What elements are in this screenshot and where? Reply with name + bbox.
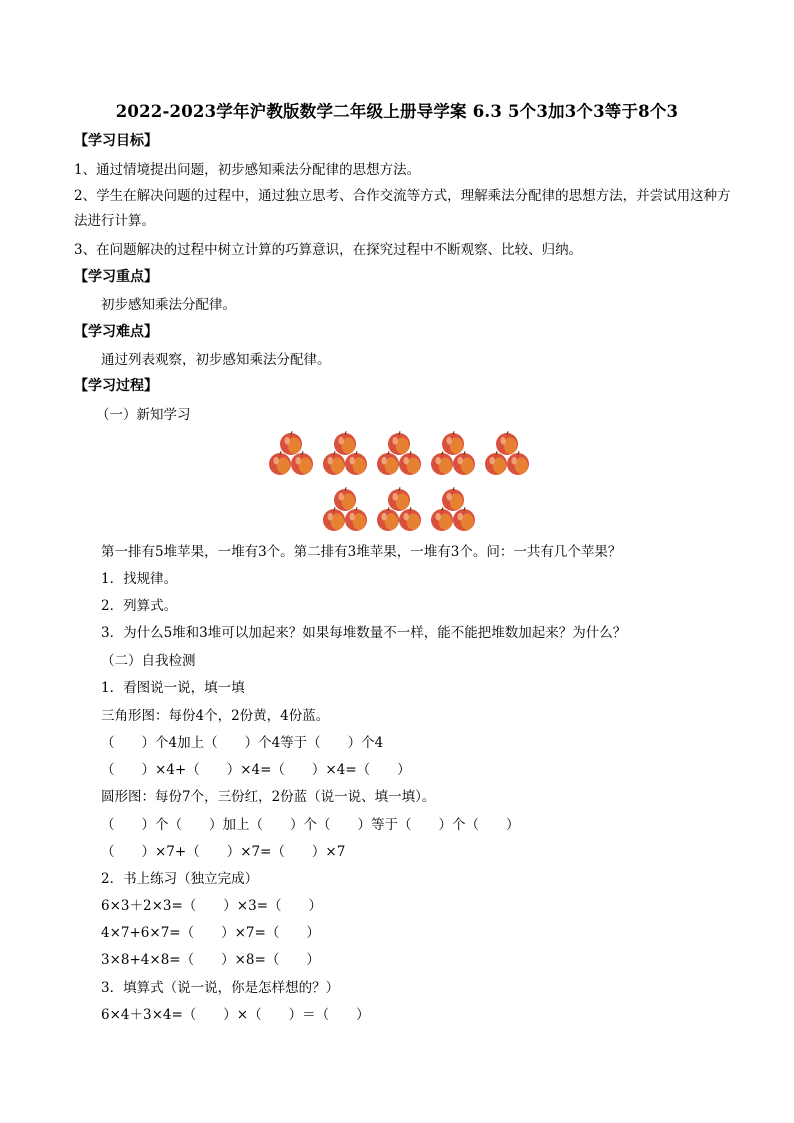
part1-title: （一）新知学习 (96, 407, 191, 423)
goals-heading: 【学习目标】 (74, 133, 158, 149)
apple-pile-icon (377, 487, 421, 531)
goal-item-1: 1、通过情境提出问题，初步感知乘法分配律的思想方法。 (74, 162, 421, 178)
exercise-3: 3×8+4×8=（ ）×8=（ ） (101, 952, 320, 968)
step-1: 1．找规律。 (101, 571, 178, 587)
apple-pile-icon (269, 431, 313, 475)
exercise-1: 6×3＋2×3=（ ）×3=（ ） (101, 898, 323, 914)
document-title: 2022-2023学年沪教版数学二年级上册导学案 6.3 5个3加3个3等于8个3 (115, 102, 679, 121)
apple-pile-icon (431, 487, 475, 531)
goal-item-2: 2、学生在解决问题的过程中，通过独立思考、合作交流等方式，理解乘法分配律的思想方法，并尝试用这种方法进行计算。 (74, 188, 731, 229)
difficulty-text: 通过列表观察，初步感知乘法分配律。 (101, 352, 331, 368)
key-heading: 【学习重点】 (74, 269, 158, 285)
fill-expression: 6×4＋3×4=（ ）×（ ）＝（ ） (101, 1007, 370, 1023)
goal-item-3: 3、在问题解决的过程中树立计算的巧算意识，在探究过程中不断观察、比较、归纳。 (74, 242, 583, 258)
check2-title: 2．书上练习（独立完成） (101, 871, 259, 887)
step-2: 2．列算式。 (101, 598, 178, 614)
part2-title: （二）自我检测 (101, 653, 196, 669)
circle-fill-1: （ ）个（ ）加上（ ）个（ ）等于（ ）个（ ） (101, 817, 520, 833)
apple-pile-icon (431, 431, 475, 475)
exercise-2: 4×7+6×7=（ ）×7=（ ） (101, 925, 320, 941)
apple-pile-icon (377, 431, 421, 475)
apple-question: 第一排有5堆苹果，一堆有3个。第二排有3堆苹果，一堆有3个。问：一共有几个苹果？ (101, 544, 622, 560)
circle-fill-2: （ ）×7+（ ）×7=（ ）×7 (101, 844, 346, 860)
check3-title: 3．填算式（说一说，你是怎样想的？） (101, 980, 340, 996)
step-3: 3．为什么5堆和3堆可以加起来？如果每堆数量不一样，能不能把堆数加起来？为什么？ (101, 625, 627, 641)
triangle-fill-1: （ ）个4加上（ ）个4等于（ ）个4 (101, 735, 384, 751)
triangle-desc: 三角形图：每份4个，2份黄，4份蓝。 (101, 708, 330, 724)
difficulty-heading: 【学习难点】 (74, 324, 158, 340)
check1-title: 1．看图说一说，填一填 (101, 680, 245, 696)
apple-pile-icon (323, 431, 367, 475)
triangle-fill-2: （ ）×4+（ ）×4=（ ）×4=（ ） (101, 762, 411, 778)
circle-desc: 圆形图：每份7个，三份红，2份蓝（说一说、填一填）。 (101, 789, 436, 805)
apple-pile-icon (485, 431, 529, 475)
apple-pile-icon (323, 487, 367, 531)
process-heading: 【学习过程】 (74, 378, 158, 394)
key-text: 初步感知乘法分配律。 (101, 297, 236, 313)
